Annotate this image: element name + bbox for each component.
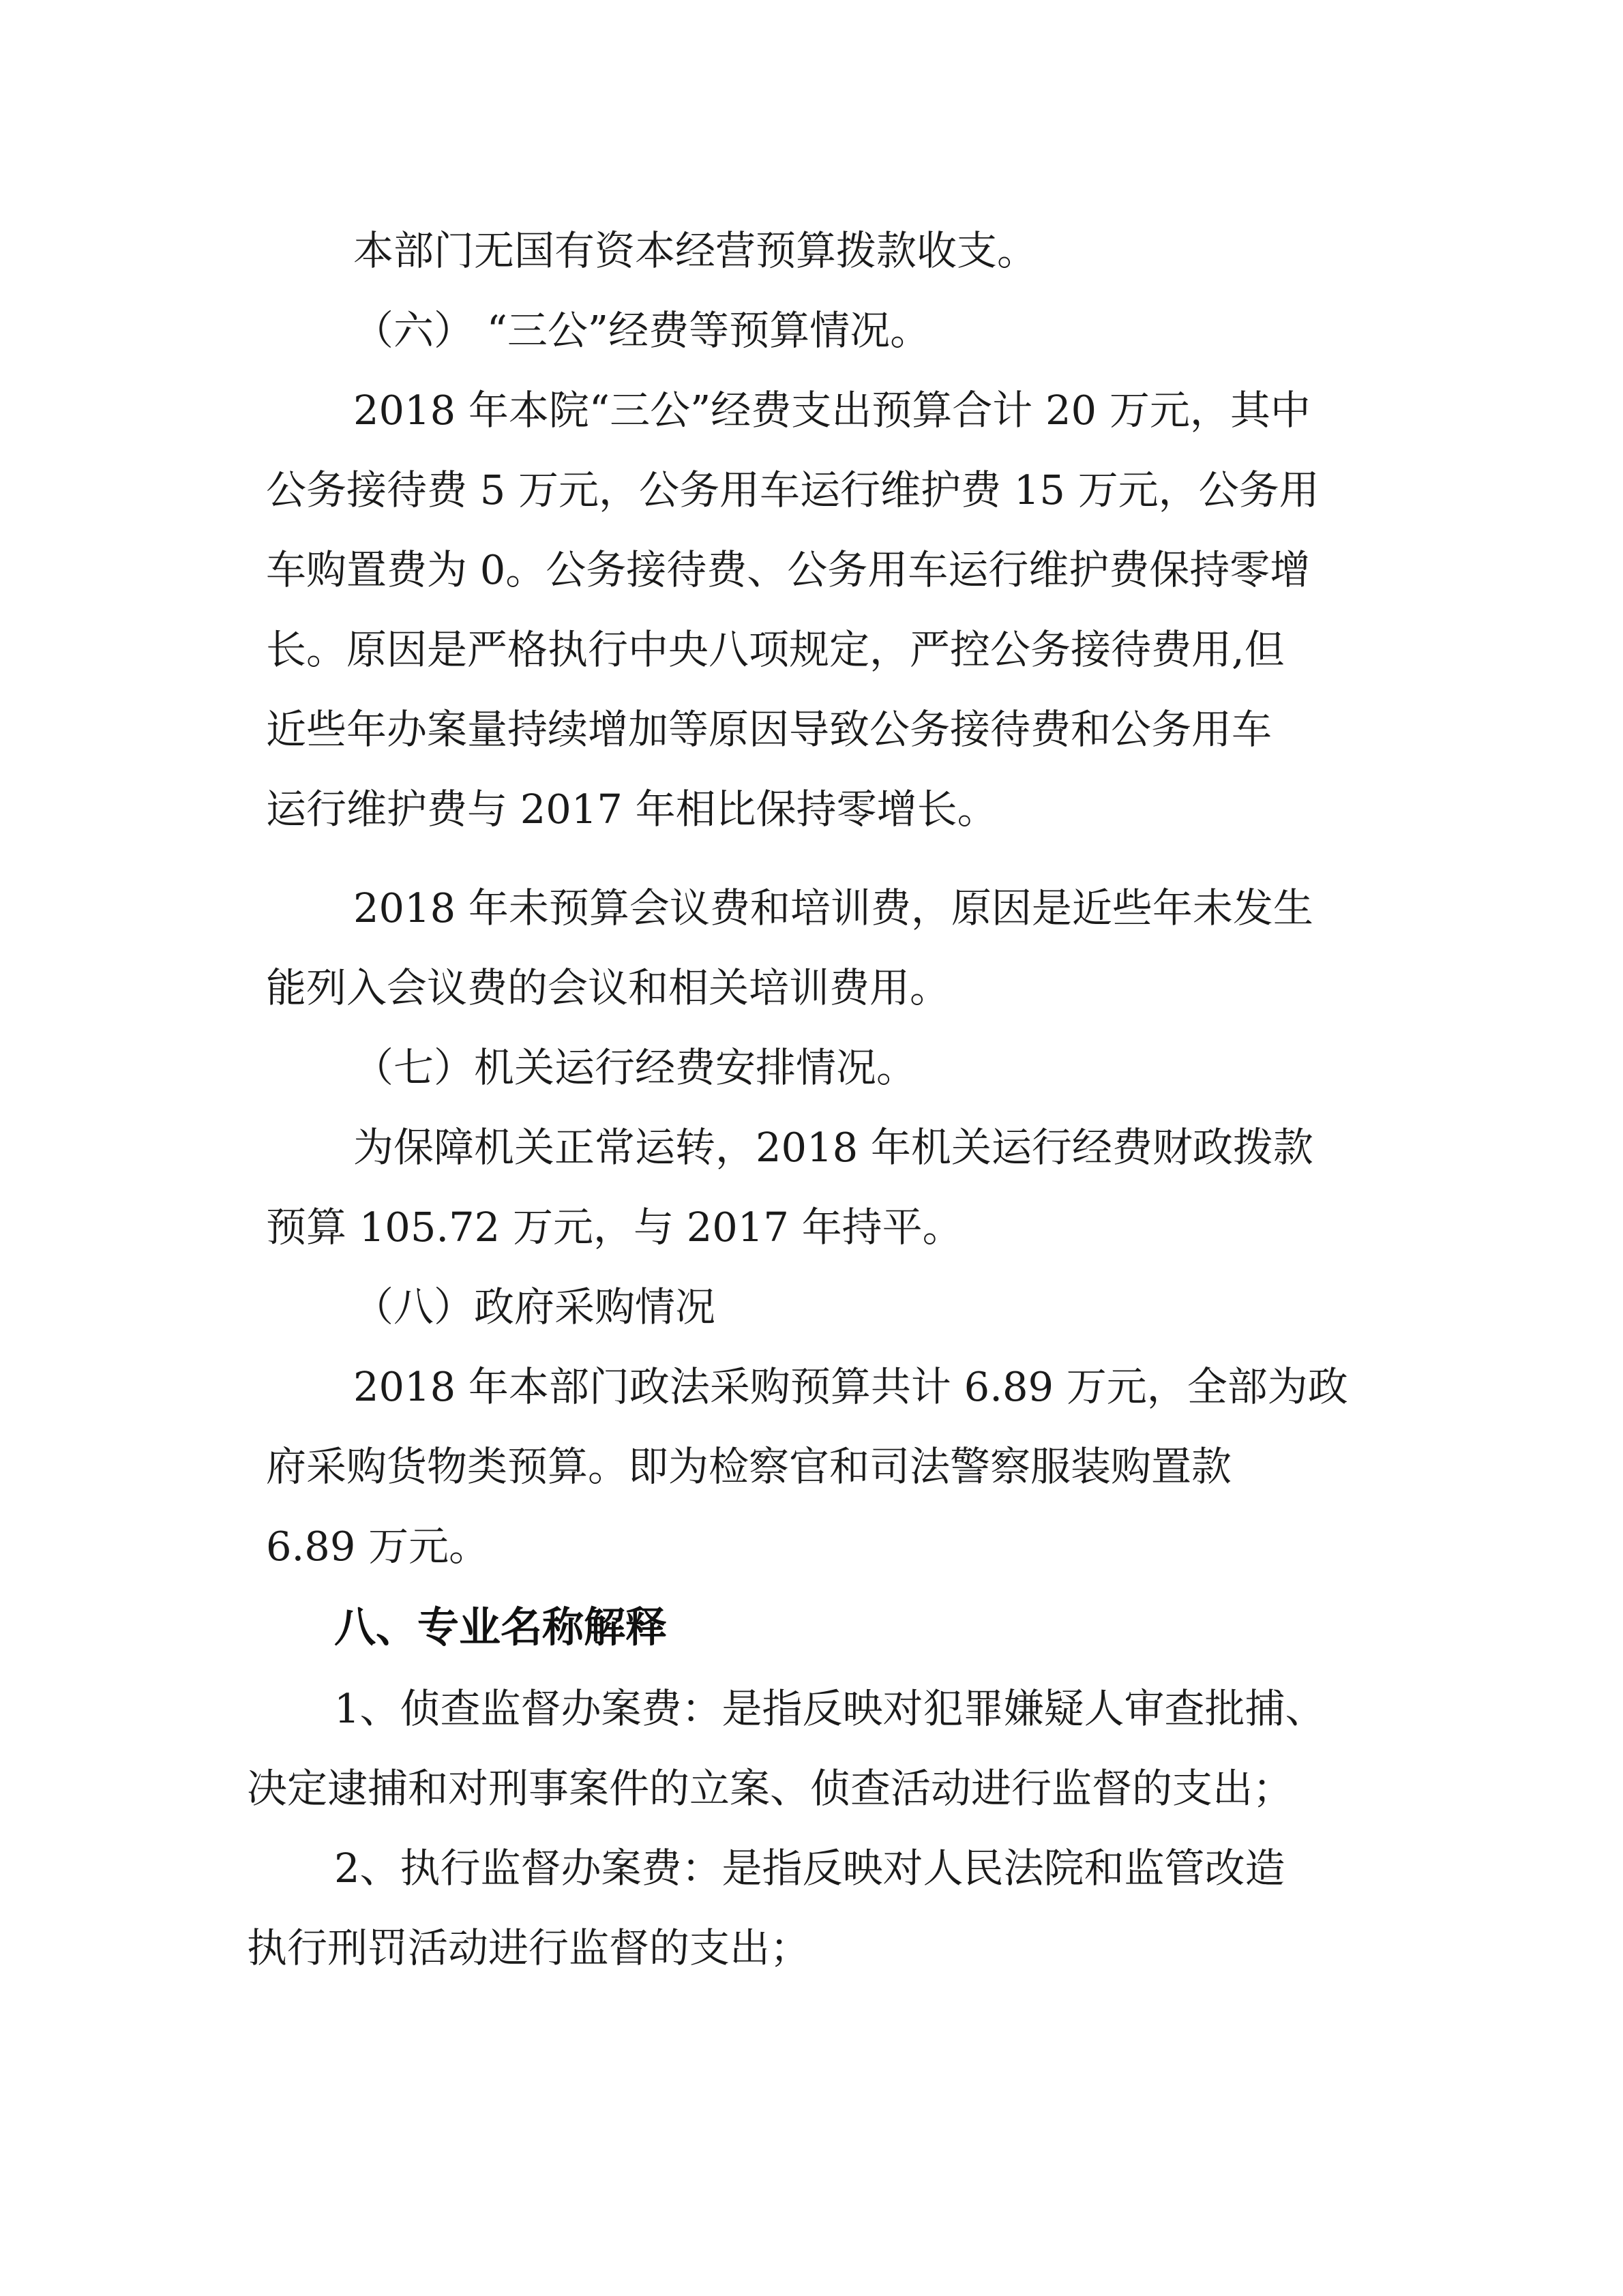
line-text: 为保障机关正常运转，2018 年机关运行经费财政拨款 bbox=[353, 1124, 1313, 1171]
line-text: 府采购货物类预算。即为检察官和司法警察服装购置款 bbox=[266, 1443, 1232, 1490]
definition-line bbox=[0, 1834, 1623, 1903]
definition-line bbox=[0, 1914, 1623, 1982]
line-text: 长。原因是严格执行中央八项规定，严控公务接待费用,但 bbox=[266, 626, 1285, 673]
line-text: 公务接待费 5 万元，公务用车运行维护费 15 万元，公务用 bbox=[266, 466, 1320, 513]
line-text: 八、专业名称解释 bbox=[334, 1603, 668, 1652]
text-line-no-state-capital bbox=[0, 217, 1623, 285]
line-text: 1、侦查监督办案费：是指反映对犯罪嫌疑人审查批捕、 bbox=[334, 1685, 1326, 1732]
paragraph-line bbox=[0, 1512, 1623, 1581]
line-text: 2、执行监督办案费：是指反映对人民法院和监管改造 bbox=[334, 1845, 1285, 1892]
paragraph-line bbox=[0, 1114, 1623, 1182]
line-text: 2018 年本部门政法采购预算共计 6.89 万元，全部为政 bbox=[353, 1363, 1348, 1410]
paragraph-line bbox=[0, 1433, 1623, 1501]
line-text: 车购置费为 0。公务接待费、公务用车运行维护费保持零增 bbox=[266, 546, 1311, 593]
line-text: 执行刑罚活动进行监督的支出； bbox=[247, 1924, 811, 1971]
paragraph-line bbox=[0, 536, 1623, 604]
line-text: 近些年办案量持续增加等原因导致公务接待费和公务用车 bbox=[266, 706, 1272, 753]
paragraph-line bbox=[0, 775, 1623, 844]
paragraph-line bbox=[0, 954, 1623, 1022]
line-text: 6.89 万元。 bbox=[266, 1523, 490, 1570]
paragraph-line bbox=[0, 696, 1623, 764]
paragraph-line bbox=[0, 456, 1623, 524]
definition-line bbox=[0, 1755, 1623, 1823]
paragraph-line bbox=[0, 1353, 1623, 1421]
line-text: 运行维护费与 2017 年相比保持零增长。 bbox=[266, 786, 998, 833]
line-text: 2018 年未预算会议费和培训费，原因是近些年未发生 bbox=[353, 884, 1313, 931]
paragraph-line bbox=[0, 376, 1623, 445]
line-text: 2018 年本院“三公”经费支出预算合计 20 万元，其中 bbox=[353, 387, 1311, 434]
paragraph-line bbox=[0, 874, 1623, 942]
section-six-heading bbox=[0, 297, 1623, 365]
line-text: 预算 105.72 万元，与 2017 年持平。 bbox=[266, 1204, 963, 1251]
chapter-eight-heading bbox=[0, 1594, 1623, 1662]
line-text: （八）政府采购情况 bbox=[353, 1283, 716, 1330]
paragraph-line bbox=[0, 1193, 1623, 1262]
line-text: 本部门无国有资本经营预算拨款收支。 bbox=[353, 227, 1038, 274]
line-text: 决定逮捕和对刑事案件的立案、侦查活动进行监督的支出； bbox=[247, 1765, 1294, 1812]
line-text: （六） “三公”经费等预算情况。 bbox=[353, 307, 931, 354]
line-text: （七）机关运行经费安排情况。 bbox=[353, 1044, 917, 1091]
section-eight-heading bbox=[0, 1273, 1623, 1341]
definition-line bbox=[0, 1675, 1623, 1743]
section-seven-heading bbox=[0, 1034, 1623, 1102]
line-text: 能列入会议费的会议和相关培训费用。 bbox=[266, 964, 951, 1011]
paragraph-line bbox=[0, 616, 1623, 684]
